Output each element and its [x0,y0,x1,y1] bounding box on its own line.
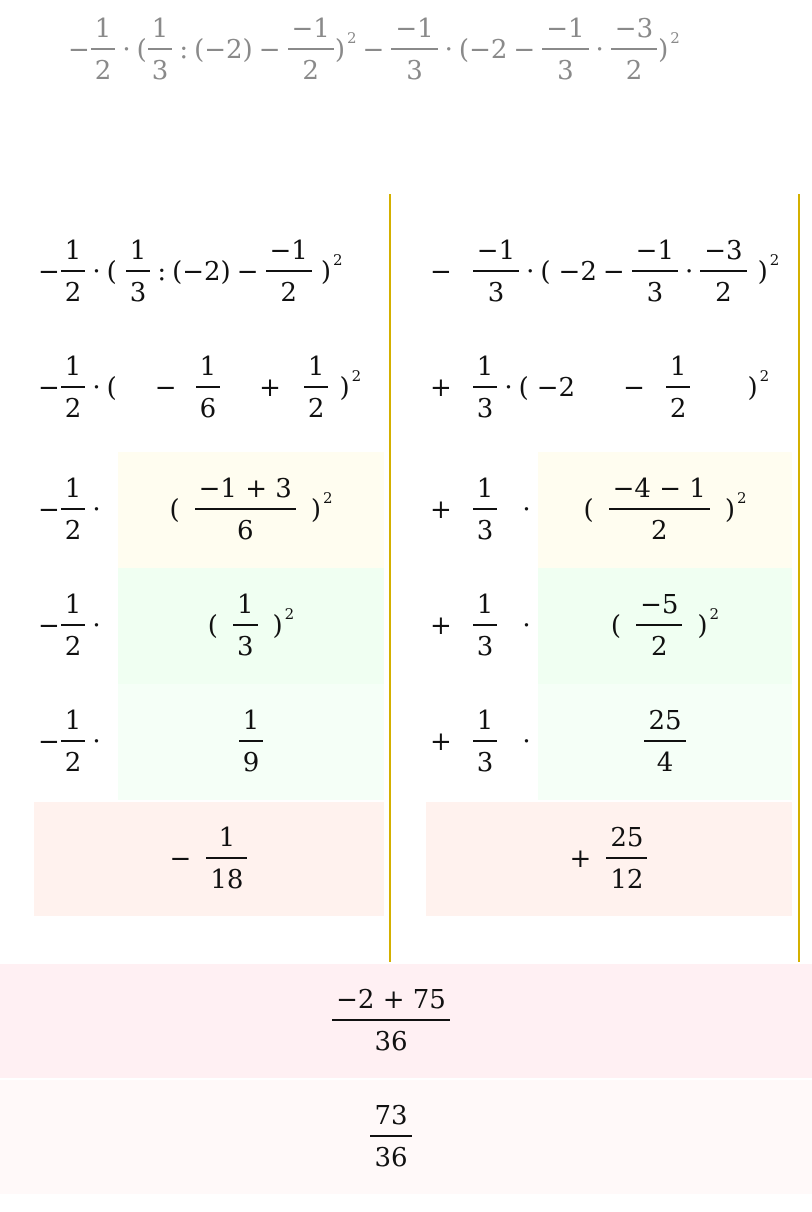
fraction: $\frac{-1}{2}$ [268,238,310,306]
sign: + [430,373,452,403]
term: −2 [558,257,597,287]
dot-operator: · [526,257,535,287]
fraction: $\frac{1}{2}$ [63,708,84,776]
left-paren: ( [106,257,117,287]
right-step-1 [430,214,779,330]
fraction: $\frac{1}{6}$ [198,354,219,422]
dot-operator: · [92,373,101,403]
final-result [0,1080,782,1194]
left-paren: ( [583,495,594,525]
sign: − [38,727,60,757]
exponent: 2 [759,367,770,385]
minus-operator: − [236,257,259,287]
sign: − [38,611,60,641]
fraction: $\frac{-5}{2}$ [638,592,680,660]
right-step-4-expression [538,568,792,684]
header-frac-1: $\frac{1}{2}$ [93,16,114,84]
column-divider-left [389,194,391,962]
right-step-5-expression [538,684,792,800]
left-step-2 [38,330,361,446]
sign: + [430,727,452,757]
term: (−2) [172,257,231,287]
header-dot: · [122,35,131,65]
header-rparen: ) [334,35,345,65]
column-divider-right [798,194,800,962]
header-frac-6: $\frac{-3}{2}$ [613,16,655,84]
header-exp-2: 2 [670,29,680,47]
dot-operator: · [92,611,101,641]
fraction: $\frac{1}{2}$ [63,354,84,422]
fraction: $\frac{25}{4}$ [646,708,683,776]
plus-operator: + [259,373,281,403]
left-step-3-prefix [38,452,107,568]
sign: + [430,495,452,525]
left-paren: ( [518,373,529,403]
minus-operator: − [154,373,177,403]
dot-operator: · [522,495,531,525]
header-frac-3: $\frac{-1}{2}$ [290,16,332,84]
minus-operator: − [623,373,645,403]
header-frac-4: $\frac{-1}{3}$ [393,16,435,84]
exponent: 2 [284,605,295,623]
exponent: 2 [322,489,333,507]
header-minus-2: − [258,35,281,65]
right-result [426,802,792,916]
right-paren: ) [339,373,350,403]
right-paren: ) [747,373,758,403]
exponent: 2 [351,367,362,385]
fraction: $\frac{-4 - 1}{2}$ [611,476,708,544]
header-rparen-2: ) [658,35,669,65]
left-step-1 [38,214,343,330]
left-paren: ( [106,373,117,403]
header-minus-3: − [362,35,385,65]
fraction: $\frac{1}{3}$ [475,708,496,776]
right-step-3-expression [538,452,792,568]
header-minus: − [68,35,90,65]
fraction: $\frac{-3}{2}$ [702,238,744,306]
sign: − [169,844,192,874]
exponent: 2 [769,251,780,269]
fraction: $\frac{1}{3}$ [235,592,256,660]
fraction: $\frac{25}{12}$ [608,825,645,893]
header-frac-5: $\frac{-1}{3}$ [544,16,586,84]
left-step-3-expression [118,452,384,568]
right-paren: ) [724,495,735,525]
exponent: 2 [332,251,343,269]
header-divide: : [179,35,189,65]
fraction: $\frac{-1}{3}$ [475,238,517,306]
header-dot-2: · [444,35,453,65]
left-paren: ( [169,495,180,525]
fraction: $\frac{1}{3}$ [128,238,149,306]
fraction: $\frac{1}{9}$ [241,708,262,776]
sign: − [38,495,60,525]
fraction: $\frac{-2 + 75}{36}$ [334,987,448,1055]
left-paren: ( [610,611,622,641]
right-step-2 [430,330,769,446]
left-step-5-prefix [38,684,107,800]
right-step-5-prefix [430,684,537,800]
fraction: $\frac{1}{2}$ [63,592,84,660]
divide-operator: : [157,257,167,287]
header-exp: 2 [346,29,357,47]
sign: + [430,611,452,641]
fraction: $\frac{1}{18}$ [208,825,245,893]
dot-operator: · [522,611,531,641]
right-paren: ) [320,257,331,287]
fraction: $\frac{1}{2}$ [306,354,327,422]
header-lparen-2: (−2 [458,35,508,65]
sign: − [430,257,452,287]
header-neg-two: (−2) [194,35,253,65]
problem-expression [68,10,680,90]
dot-operator: · [92,727,101,757]
header-frac-2: $\frac{1}{3}$ [150,16,171,84]
fraction: $\frac{1}{3}$ [475,592,496,660]
dot-operator: · [92,495,101,525]
left-step-4-prefix [38,568,107,684]
right-step-3-prefix [430,452,537,568]
combined-fraction [0,964,782,1078]
right-paren: ) [272,611,283,641]
sign: − [38,257,60,287]
fraction: $\frac{73}{36}$ [372,1103,409,1171]
header-dot-3: · [595,35,604,65]
left-step-4-expression [118,568,384,684]
term: −2 [536,373,576,403]
dot-operator: · [685,257,694,287]
dot-operator: · [92,257,101,287]
exponent: 2 [709,605,720,623]
dot-operator: · [504,373,513,403]
minus-operator: − [602,257,625,287]
fraction: $\frac{1}{3}$ [475,354,496,422]
fraction: $\frac{1}{2}$ [63,476,84,544]
header-lparen: ( [136,35,147,65]
sign: − [38,373,60,403]
dot-operator: · [522,727,531,757]
left-paren: ( [540,257,551,287]
exponent: 2 [736,489,747,507]
left-step-5-expression [118,684,384,800]
fraction: $\frac{1}{2}$ [668,354,689,422]
left-result [34,802,384,916]
left-paren: ( [207,611,218,641]
fraction: $\frac{-1}{3}$ [634,238,676,306]
sign: + [569,844,592,874]
right-paren: ) [697,611,708,641]
right-paren: ) [310,495,321,525]
right-step-4-prefix [430,568,537,684]
fraction: $\frac{1}{2}$ [63,238,84,306]
fraction: $\frac{-1 + 3}{6}$ [197,476,294,544]
fraction: $\frac{1}{3}$ [475,476,496,544]
header-minus-4: − [513,35,536,65]
right-paren: ) [757,257,768,287]
